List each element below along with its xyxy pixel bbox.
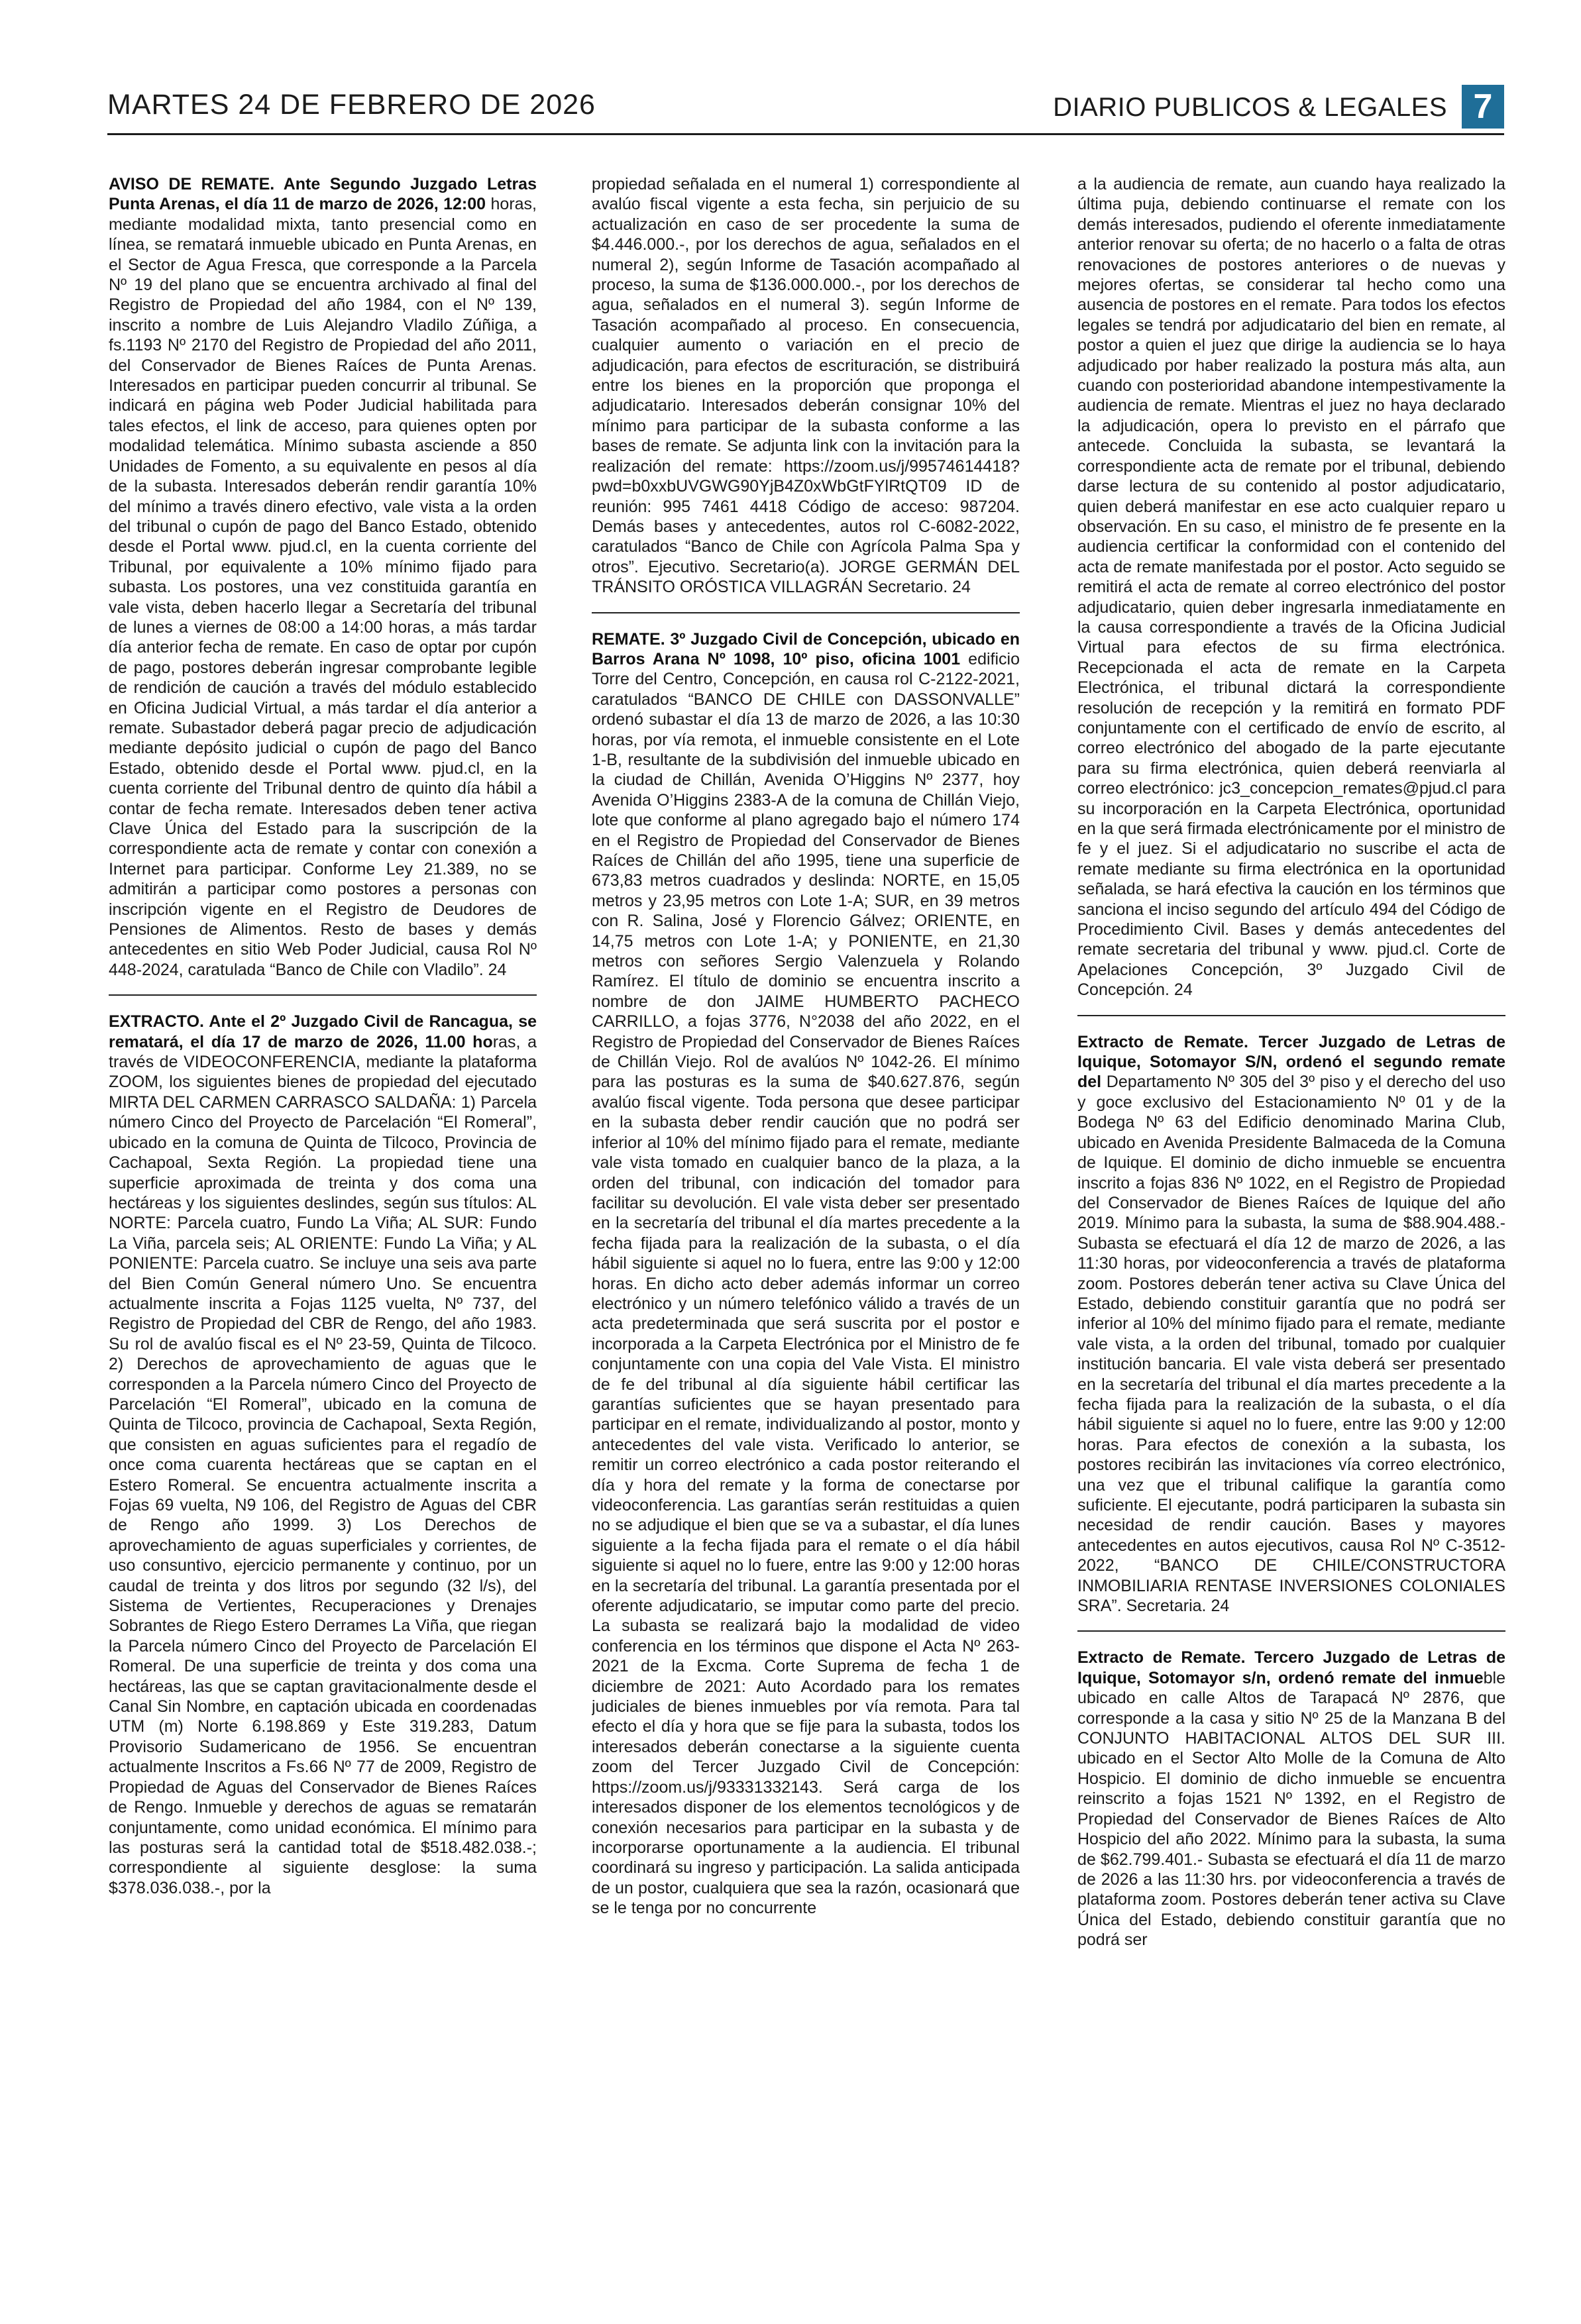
notice-body: edificio Torre del Centro, Concepción, en causa rol C-2122-2021, caratulados “BANCO DE CHILE con DASSONVALLE” ordenó subastar el día 13 de marzo de 2026, a las 10:30 horas, por vía remota, el inmueble consistente en el Lote 1-B, resultante de la subdivisión del inmueble ubicado en la ciudad de Chillán, Avenida O’Higgins Nº 2377, hoy Avenida O’Higgins 2383-A de la comuna de Chillán Viejo, lote que conforme al plano agregado bajo el número 174 en el Registro de Propiedad del Conservador de Bienes Raíces de Chillán del año 1995, tiene una superficie de 673,83 metros cuadrados y deslinda: NORTE, en 15,05 metros y 23,95 metros con Lote 1-A; SUR, en 39 metros con R. Salina, José y Florencio Gálvez; ORIENTE, en 14,75 metros con Lote 1-A; y PONIENTE, en 21,30 metros con señores Sergio Valenzuela y Rolando Ramírez. El título de dominio se encuentra inscrito a nombre de don JAIME HUMBERTO PACHECO CARRILLO, a fojas 3776, N°2038 del año 2022, en el Registro de Propiedad del Conservador de Bienes Raíces de Chillán Viejo. Rol de avalúos Nº 1042-26. El mínimo para las posturas es la suma de $40.627.876, según avalúo fiscal vigente. Toda persona que desee participar en la subasta deber rendir caución que no podrá ser inferior al 10% del mínimo fijado para el remate, mediante vale vista tomado en cualquier banco de la plaza, a la orden del tribunal, con indicación del tomador para facilitar su devolución. El vale vista deber ser presentado en la secretaría del tribunal el día martes precedente a la fecha fijada para la realización de la subasta, o el día hábil siguiente si aquel no lo fuera, entre las 9:00 y 12:00 horas. En dicho acto deber además informar un correo electrónico y un número telefónico válido a través de un acta predeterminada que será suscrita por el postor e incorporada a la Carpeta Electrónica por el Ministro de fe conjuntamente con una copia del Vale Vista. El ministro de fe del tribunal al día siguiente hábil certificar las garantías suficientes que se hayan presentado para participar en el remate, individualizando al postor, monto y antecedentes del vale vista. Verificado lo anterior, se remitir un correo electrónico a cada postor reiterando el día y hora del remate y la forma de conectarse por videoconferencia. Las garantías serán restituidas a quien no se adjudique el bien que se va a subastar, el día lunes siguiente a la fecha fijada para el remate o el día hábil siguiente si aquel no lo fuere, entre las 9:00 y 12:00 horas en la secretaría del tribunal. La garantía presentada por el oferente adjudicatario, se imputar como parte del precio. La subasta se realizará bajo la modalidad de video conferencia en los términos que dispone el Acta Nº 263-2021 de la Excma. Corte Suprema de fecha 1 de diciembre de 2021: Auto Acordado para los remates judiciales de bienes inmuebles por vía remota. Para tal efecto el día y hora que se fije para la subasta, todos los interesados deberán conectarse a la siguiente cuenta zoom del Tercer Juzgado Civil de Concepción: https://zoom.us/j/93331332143. Será carga de los interesados disponer de los elementos tecnológicos y de conexión necesarios para participar en la subasta y de incorporarse oportunamente a la audiencia. El tribunal coordinará su ingreso y participación. La salida anticipada de un postor, cualquiera que sea la razón, ocasionará que se le tenga por no concurrente xyxy=(592,649,1020,1918)
notice-rancagua xyxy=(109,1012,537,1898)
notice-divider xyxy=(1077,1630,1505,1632)
issue-date: MARTES 24 DE FEBRERO DE 2026 xyxy=(107,89,596,121)
page-number: 7 xyxy=(1462,85,1504,129)
notice-divider xyxy=(1077,1015,1505,1016)
notice-iquique-alto-hospicio xyxy=(1077,1648,1505,1950)
notice-body: ras, a través de VIDEOCONFERENCIA, mediante la plataforma ZOOM, los siguientes bienes de propiedad del ejecutado MIRTA DEL CARMEN CARRASCO SALDAÑA: 1) Parcela número Cinco del Proyecto de Parcelación “El Romeral”, ubicado en la comuna de Quinta de Tilcoco, Provincia de Cachapoal, Sexta Región. La propiedad tiene una superficie aproximada de treinta y dos coma una hectáreas y los siguientes deslindes, según sus títulos: AL NORTE: Parcela cuatro, Fundo La Viña; AL SUR: Fundo La Viña, parcela seis; AL ORIENTE: Fundo La Viña; y AL PONIENTE: Parcela cuatro. Se incluye una seis ava parte del Bien Común General número Uno. Se encuentra actualmente inscrita a Fojas 1125 vuelta, Nº 737, del Registro de Propiedad del CBR de Rengo, del año 1983. Su rol de avalúo fiscal es el Nº 23-59, Quinta de Tilcoco. 2) Derechos de aprovechamiento de aguas que le corresponden a la Parcela número Cinco del Proyecto de Parcelación “El Romeral”, ubicado en la comuna de Quinta de Tilcoco, provincia de Cachapoal, Sexta Región, que consisten en aguas suficientes para el regadío de once coma cuarenta hectáreas que se captan en el Estero Romeral. Se encuentra actualmente inscrita a Fojas 69 vuelta, N9 106, del Registro de Aguas del CBR de Rengo año 1999. 3) Los Derechos de aprovechamiento de aguas superficiales y corrientes, de uso consuntivo, ejercicio permanente y continuo, por un caudal de treinta y dos litros por segundo (32 l/s), del Sistema de Vertientes, Recuperaciones y Drenajes Sobrantes de Riego Estero Derrames La Viña, que riegan la Parcela número Cinco del Proyecto de Parcelación El Romeral. De una superficie de treinta y dos coma una hectáreas, las que se captan gravitacionalmente desde el Canal Sin Nombre, en captación ubicada en coordenadas UTM (m) Norte 6.198.869 y Este 319.283, Datum Provisorio Sudamericano de 1956. Se encuentran actualmente Inscritos a Fs.66 Nº 77 de 2009, Registro de Propiedad de Aguas del Conservador de Bienes Raíces de Rengo. Inmueble y derechos de aguas se rematarán conjuntamente, como unidad económica. El mínimo para las posturas será la cantidad total de $518.482.038.-; correspondiente al siguiente desglose: la suma $378.036.038.-, por la xyxy=(109,1032,537,1897)
notice-body: Departamento Nº 305 del 3º piso y el derecho del uso y goce exclusivo del Estacionamiento Nº 01 y de la Bodega Nº 63 del Edificio denominado Marina Club, ubicado en Avenida Presidente Balmaceda de la Comuna de Iquique. El dominio de dicho inmueble se encuentra inscrito a fojas 836 Nº 1022, en el Registro de Propiedad del Conservador de Bienes Raíces de Iquique del año 2019. Mínimo para la subasta, la suma de $88.904.488.- Subasta se efectuará el día 12 de marzo de 2026, a las 11:30 horas, por videoconferencia a través de plataforma zoom. Postores deberán tener activa su Clave Única del Estado, debiendo constituir garantía que no podrá ser inferior al 10% del mínimo fijado para el remate, mediante vale vista, a la orden del tribunal, tomado por cualquier institución bancaria. El vale vista deberá ser presentado en la secretaría del tribunal el día martes precedente a la fecha fijada para la realización de la subasta, o el día hábil siguiente si aquel no lo fuere, entre las 9:00 y 12:00 horas. Para efectos de conexión a la subasta, los postores recibirán las invitaciones vía correo electrónico, una vez que el tribunal califique la garantía como suficiente. El ejecutante, podrá participaren la subasta sin necesidad de rendir caución. Bases y mayores antecedentes en autos ejecutivos, causa Rol Nº C-3512-2022, “BANCO DE CHILE/CONSTRUCTORA INMOBILIARIA RENTASE INVERSIONES COLONIALES SRA”. Secretaria. 24 xyxy=(1077,1073,1505,1616)
publication-name: DIARIO PUBLICOS & LEGALES xyxy=(1053,93,1447,122)
header-divider xyxy=(107,133,1504,135)
notice-body: ble ubicado en calle Altos de Tarapacá Nº 2876, que corresponde a la casa y sitio Nº 25 de la Manzana B del CONJUNTO HABITACIONAL ALTOS DEL SUR III. ubicado en el Sector Alto Molle de la Comuna de Alto Hospicio. El dominio de dicho inmueble se encuentra reinscrito a fojas 1521 Nº 1392, en el Registro de Propiedad del Conservador de Bienes Raíces de Alto Hospicio del año 2022. Mínimo para la subasta, la suma de $62.799.401.- Subasta se efectuará el día 11 de marzo de 2026 a las 11:30 hrs. por videoconferencia a través de plataforma zoom. Postores deberán tener activa su Clave Única del Estado, debiendo constituir garantía que no podrá ser xyxy=(1077,1668,1505,1950)
notice-body: propiedad señalada en el numeral 1) correspondiente al avalúo fiscal vigente a esta fecha, sin perjuicio de su actualización en caso de ser procedente la suma de $4.446.000.-, por los derechos de agua, señalados en el numeral 2), según Informe de Tasación acompañado al proceso, la suma de $136.000.000.-, por los derechos de agua, señalados en el numeral 3). según Informe de Tasación acompañado al proceso. En consecuencia, cualquier aumento o variación en el precio de adjudicación, para efectos de escrituración, se distribuirá entre los bienes en la proporción que proponga el adjudicatario. Interesados deberán consignar 10% del mínimo para participar de la subasta conforme a las bases de remate. Se adjunta link con la invitación para la realización del remate: https://zoom.us/j/99574614418?pwd=b0xxbUVGWG90YjB4Z0xWbGtFYlRtQT09 ID de reunión: 995 7461 4418 Código de acceso: 987204. Demás bases y antecedentes, autos rol C-6082-2022, caratulados “Banco de Chile con Agrícola Palma Spa y otros”. Ejecutivo. Secretario(a). JORGE GERMÁN DEL TRÁNSITO ORÓSTICA VILLAGRÁN Secretario. 24 xyxy=(592,175,1020,597)
notice-concepcion xyxy=(592,629,1020,1919)
column-1 xyxy=(109,174,537,2307)
notice-heading: EXTRACTO. Ante el 2º Juzgado Civil de Rancagua, se rematará, el día 17 de marzo de 2026, 11.00 ho xyxy=(109,1012,537,1051)
notice-heading: Extracto de Remate. Tercer Juzgado de Letras de Iquique, Sotomayor S/N, ordenó el segundo remate del xyxy=(1077,1032,1505,1092)
notice-iquique-departamento xyxy=(1077,1032,1505,1616)
notice-heading: Extracto de Remate. Tercero Juzgado de Letras de Iquique, Sotomayor s/n, ordenó remate del inmue xyxy=(1077,1648,1505,1687)
notice-body: horas, mediante modalidad mixta, tanto presencial como en línea, se rematará inmueble ubicado en Punta Arenas, en el Sector de Agua Fresca, que corresponde a la Parcela Nº 19 del plano que se encuentra archivado al final del Registro de Propiedad del año 1984, con el Nº 139, inscrito a nombre de Luis Alejandro Vladilo Zúñiga, a fs.1193 Nº 2170 del Registro de Propiedad del año 2011, del Conservador de Bienes Raíces de Punta Arenas. Interesados en participar pueden concurrir al tribunal. Se indicará en página web Poder Judicial habilitada para tales efectos, el link de acceso, para quienes opten por modalidad telemática. Mínimo subasta asciende a 850 Unidades de Fomento, a su equivalente en pesos al día de la subasta. Interesados deberán rendir garantía 10% del mínimo a través dinero efectivo, vale vista a la orden del tribunal o cupón de pago del Banco Estado, obtenido desde el Portal www. pjud.cl, en la cuenta corriente del Tribunal, por equivalente a 10% mínimo fijado para subasta. Los postores, una vez constituida garantía en vale vista, deben hacerlo llegar a Secretaría del tribunal de lunes a viernes de 08:00 a 14:00 horas, a más tardar día anterior fecha de remate. En caso de optar por cupón de pago, postores deberán ingresar comprobante legible de rendición de caución a través del módulo establecido en Oficina Judicial Virtual, a más tardar el día anterior a remate. Subastador deberá pagar precio de adjudicación mediante depósito judicial o cupón de pago del Banco Estado, obtenido desde el Portal www. pjud.cl, en la cuenta corriente del Tribunal dentro de quinto día hábil a contar de fecha remate. Interesados deben tener activa Clave Única del Estado para la suscripción de la correspondiente acta de remate y contar con conexión a Internet para participar. Conforme Ley 21.389, no se admitirán a participar como postores a personas con inscripción vigente en el Registro de Deudores de Pensiones de Alimentos. Resto de bases y demás antecedentes en sitio Web Poder Judicial, causa Rol Nº 448-2024, caratulada “Banco de Chile con Vladilo”. 24 xyxy=(109,195,537,979)
notice-divider xyxy=(109,994,537,996)
notice-body: a la audiencia de remate, aun cuando haya realizado la última puja, debiendo continuarse el remate con los demás interesados, pudiendo el oferente inmediatamente anterior renovar su oferta; de no hacerlo o a falta de otras renovaciones de postores anteriores o de nuevas y mejores ofertas, se considerar tal hecho como una ausencia de postores en el remate. Para todos los efectos legales se tendrá por adjudicatario del bien en remate, al postor a quien el juez que dirige la audiencia se lo haya adjudicado por haber realizado la postura más alta, aun cuando con posterioridad abandone intempestivamente la audiencia de remate. Mientras el juez no haya declarado la adjudicación, opera lo previsto en el párrafo que antecede. Concluida la subasta, se levantará la correspondiente acta de remate por el tribunal, debiendo darse lectura de su contenido al postor adjudicatario, quien deberá manifestar en ese acto cualquier reparo u observación. En su caso, el ministro de fe presente en la audiencia certificar la conformidad con el contenido del acta de remate manifestada por el postor. Acto seguido se remitirá el acta de remate al correo electrónico del postor adjudicatario, quien deber ingresarla inmediatamente en la causa correspondiente a través de la Oficina Judicial Virtual para efectos de su firma electrónica. Recepcionada el acta de remate en la Carpeta Electrónica, el tribunal dictará la correspondiente resolución de recepción y la remitirá en formato PDF conjuntamente con el certificado de envío de escrito, al correo electrónico del abogado de la parte ejecutante para su firma electrónica, quien deberá reenviarla al correo electrónico: jc3_concepcion_remates@pjud.cl para su incorporación en la Carpeta Electrónica, oportunidad en la que será firmada electrónicamente por el ministro de fe y el juez. Si el adjudicatario no suscribe el acta de remate mediante su firma electrónica en la oportunidad señalada, se hará efectiva la caución en los términos que sanciona el inciso segundo del artículo 494 del Código de Procedimiento Civil. Bases y demás antecedentes del remate secretaria del tribunal y www. pjud.cl. Corte de Apelaciones Concepción, 3º Juzgado Civil de Concepción. 24 xyxy=(1077,175,1505,1000)
notice-rancagua-continued xyxy=(592,174,1020,598)
column-2 xyxy=(592,174,1020,2307)
notice-concepcion-continued xyxy=(1077,174,1505,1000)
notice-divider xyxy=(592,612,1020,613)
column-3 xyxy=(1077,174,1505,2307)
page-header xyxy=(107,85,1504,131)
notice-punta-arenas xyxy=(109,174,537,980)
notice-heading: AVISO DE REMATE. Ante Segundo Juzgado Letras Punta Arenas, el día 11 de marzo de 2026, 12:00 xyxy=(109,175,537,214)
notice-heading: REMATE. 3º Juzgado Civil de Concepción, ubicado en Barros Arana Nº 1098, 10º piso, oficina 1001 xyxy=(592,629,1020,668)
